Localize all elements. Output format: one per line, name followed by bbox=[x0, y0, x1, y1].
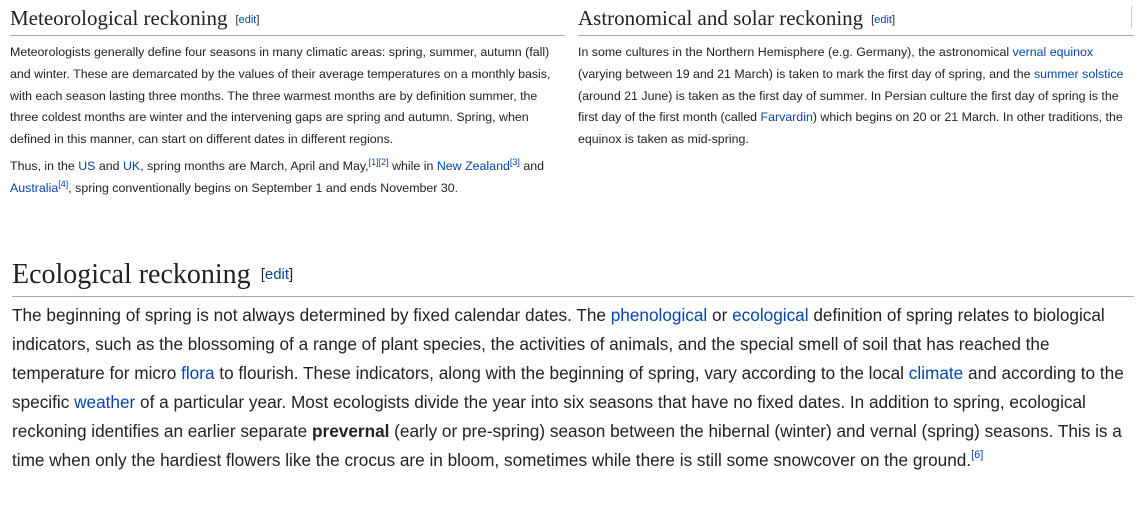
link-summer-solstice[interactable]: summer solstice bbox=[1033, 66, 1124, 81]
astronomical-edit: [edit] bbox=[871, 14, 896, 26]
link-uk[interactable]: UK bbox=[122, 158, 141, 173]
meteorological-title: Meteorological reckoning bbox=[10, 6, 228, 30]
ecological-title: Ecological reckoning bbox=[12, 259, 251, 290]
text-run: ) which begins on 20 or 21 March. In other traditions, the equinox is taken as mid-spring. bbox=[578, 110, 1123, 147]
astronomical-title: Astronomical and solar reckoning bbox=[578, 6, 864, 30]
text-run: Thus, in the bbox=[10, 158, 79, 173]
link-flora[interactable]: flora bbox=[181, 362, 215, 383]
text-run: definition of spring relates to biological indicators, such as the blossoming of a range of plant species, the activities of animals, and the special smell of soil that has reached the temperature for micro bbox=[12, 305, 1105, 383]
text-run: , spring months are March, April and May, bbox=[140, 158, 369, 173]
ref-1[interactable]: [1] bbox=[368, 156, 379, 167]
link-ecological[interactable]: ecological bbox=[732, 305, 809, 325]
ref-group-6 bbox=[971, 449, 983, 461]
text-run: , spring conventionally begins on September 1 and ends November 30. bbox=[68, 180, 459, 195]
text-run: and bbox=[95, 158, 123, 173]
ref-group-1-2 bbox=[369, 157, 389, 167]
link-climate[interactable]: climate bbox=[908, 362, 964, 383]
ecological-heading bbox=[12, 258, 1134, 297]
meteorological-section bbox=[10, 0, 565, 200]
meteorological-paragraph-1: Meteorologists generally define four seasons in many climatic areas: spring, summer, autumn (fall) and winter. These are demarcated by the values of their average temperatures on a monthly basis, with each season lasting three months. The three warmest months are by definition summer, the three coldest months are winter and the intervening gaps are spring and autumn. Spring, when defined in this manner, can start on different dates in different regions. bbox=[10, 45, 551, 147]
ref-2[interactable]: [2] bbox=[378, 156, 389, 167]
meteorological-edit: [edit] bbox=[235, 14, 260, 26]
link-weather[interactable]: weather bbox=[74, 391, 136, 412]
ref-6[interactable]: [6] bbox=[971, 448, 984, 461]
text-run: (varying between 19 and 21 March) is taken to mark the first day of spring, and the bbox=[578, 66, 1034, 81]
ref-group-4 bbox=[58, 179, 68, 189]
ecological-section bbox=[12, 258, 1134, 474]
link-vernal-equinox[interactable]: vernal equinox bbox=[1012, 45, 1094, 59]
astronomical-paragraph bbox=[578, 42, 1134, 151]
text-run: and according to the specific bbox=[12, 362, 1124, 412]
ecological-edit-link[interactable]: edit bbox=[264, 266, 290, 283]
text-run: (early or pre-spring) season between the hibernal (winter) and vernal (spring) seasons. This is a time when only the hardiest flowers like the crocus are in bloom, sometimes while there is still some snowcover on the ground. bbox=[12, 420, 1122, 470]
link-farvardin[interactable]: Farvardin bbox=[760, 110, 813, 125]
text-run: In some cultures in the Northern Hemisphere (e.g. Germany), the astronomical bbox=[578, 45, 1013, 59]
astronomical-heading bbox=[578, 6, 1134, 36]
ref-3[interactable]: [3] bbox=[509, 156, 520, 167]
text-run: of a particular year. Most ecologists divide the year into six seasons that have no fixed dates. In addition to spring, ecological reckoning identifies an earlier separate bbox=[12, 391, 1086, 441]
ref-4[interactable]: [4] bbox=[58, 178, 69, 189]
text-run: while in bbox=[388, 158, 437, 173]
astronomical-edit-link[interactable]: edit bbox=[874, 14, 892, 26]
link-phenological[interactable]: phenological bbox=[610, 305, 708, 325]
text-run: or bbox=[707, 305, 733, 325]
link-australia[interactable]: Australia bbox=[10, 180, 59, 195]
link-us[interactable]: US bbox=[78, 158, 96, 173]
section-divider bbox=[1131, 6, 1132, 28]
text-run: to flourish. These indicators, along with the beginning of spring, vary according to the local bbox=[214, 362, 909, 383]
term-prevernal: prevernal bbox=[312, 420, 390, 441]
text-run: (around 21 June) is taken as the first day of summer. In Persian culture the first day of spring is the first day of the first month (called bbox=[578, 88, 1119, 125]
ecological-paragraph bbox=[12, 301, 1134, 474]
meteorological-edit-link[interactable]: edit bbox=[238, 14, 257, 26]
ref-group-3 bbox=[510, 157, 520, 167]
meteorological-heading bbox=[10, 6, 565, 36]
meteorological-paragraph-2 bbox=[10, 156, 565, 200]
link-new-zealand[interactable]: New Zealand bbox=[436, 158, 510, 173]
ecological-edit: [edit] bbox=[260, 266, 294, 283]
text-run: and bbox=[519, 158, 544, 173]
text-run: The beginning of spring is not always determined by fixed calendar dates. The bbox=[12, 305, 611, 325]
astronomical-section bbox=[578, 0, 1134, 151]
